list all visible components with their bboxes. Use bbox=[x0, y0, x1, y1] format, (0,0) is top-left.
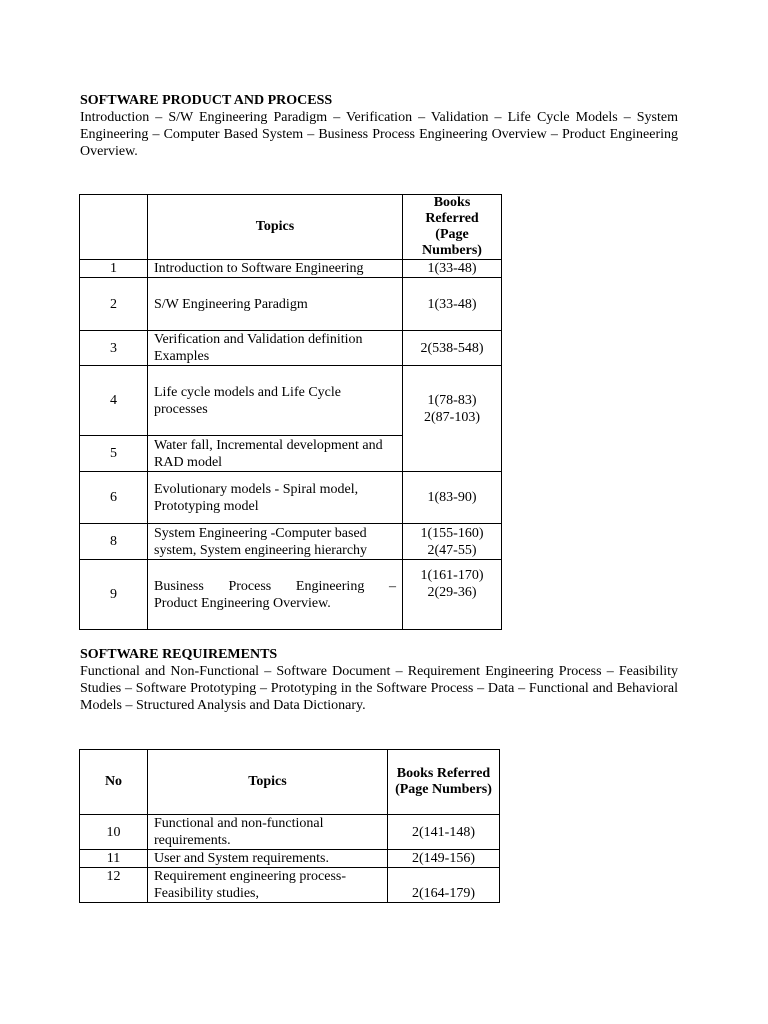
row-number: 5 bbox=[80, 436, 148, 472]
table-row bbox=[80, 278, 502, 331]
row-number: 3 bbox=[80, 331, 148, 366]
header-topics: Topics bbox=[148, 750, 388, 815]
reference-line: 1(78-83) bbox=[427, 393, 477, 408]
syllabus-table-1 bbox=[79, 194, 502, 630]
syllabus-table-2 bbox=[79, 749, 500, 903]
row-topic: S/W Engineering Paradigm bbox=[148, 278, 403, 331]
header-books-referred: Books Referred (Page Numbers) bbox=[388, 750, 500, 815]
row-topic: User and System requirements. bbox=[148, 850, 388, 868]
table-row bbox=[80, 524, 502, 560]
row-reference: 2(538-548) bbox=[403, 331, 502, 366]
row-topic: Requirement engineering process- Feasibility studies, bbox=[148, 868, 388, 903]
reference-line: 2(87-103) bbox=[424, 410, 480, 425]
table-row bbox=[80, 331, 502, 366]
reference-line: 2(29-36) bbox=[427, 585, 477, 600]
section-description: Functional and Non-Functional – Software Document – Requirement Engineering Process – Feasibility Studies – Software Prototyping – Prototyping in the Software Process – Data – Functional and Behavioral Models – Structured Analysis and Data Dictionary. bbox=[80, 664, 678, 713]
section-software-product-and-process bbox=[80, 92, 678, 160]
row-number: 1 bbox=[80, 260, 148, 278]
row-reference: 1(33-48) bbox=[403, 278, 502, 331]
section-heading: SOFTWARE REQUIREMENTS bbox=[80, 647, 278, 662]
row-number: 12 bbox=[80, 868, 148, 903]
topic-line: Business Process Engineering – bbox=[154, 578, 396, 594]
row-number: 9 bbox=[80, 560, 148, 630]
row-number: 10 bbox=[80, 815, 148, 850]
row-number: 2 bbox=[80, 278, 148, 331]
table-row bbox=[80, 850, 500, 868]
reference-line: 2(47-55) bbox=[427, 542, 477, 558]
reference-line: 1(155-160) bbox=[420, 525, 484, 541]
row-number: 11 bbox=[80, 850, 148, 868]
row-topic: Life cycle models and Life Cycle processes bbox=[148, 366, 403, 436]
table-row bbox=[80, 260, 502, 278]
topic-line: Product Engineering Overview. bbox=[154, 595, 331, 611]
row-reference: 2(141-148) bbox=[388, 815, 500, 850]
table-row bbox=[80, 472, 502, 524]
row-topic: Water fall, Incremental development and RAD model bbox=[148, 436, 403, 472]
row-topic bbox=[148, 560, 403, 630]
row-topic: Functional and non-functional requirements. bbox=[148, 815, 388, 850]
row-reference: 1(33-48) bbox=[403, 260, 502, 278]
table-header-row bbox=[80, 750, 500, 815]
header-topics: Topics bbox=[148, 195, 403, 260]
table-row bbox=[80, 868, 500, 903]
header-no bbox=[80, 195, 148, 260]
row-number: 4 bbox=[80, 366, 148, 436]
section-description: Introduction – S/W Engineering Paradigm – Verification – Validation – Life Cycle Models – System Engineering – Computer Based System – Business Process Engineering Overview – Product Engineering Overview. bbox=[80, 110, 678, 159]
header-no: No bbox=[80, 750, 148, 815]
row-reference bbox=[403, 524, 502, 560]
header-books-referred: Books Referred (Page Numbers) bbox=[403, 195, 502, 260]
row-topic: Introduction to Software Engineering bbox=[148, 260, 403, 278]
row-number: 8 bbox=[80, 524, 148, 560]
row-reference: 2(164-179) bbox=[388, 868, 500, 903]
table-row bbox=[80, 815, 500, 850]
row-reference: 2(149-156) bbox=[388, 850, 500, 868]
section-heading: SOFTWARE PRODUCT AND PROCESS bbox=[80, 93, 333, 108]
reference-line: 1(161-170) bbox=[420, 568, 484, 583]
table-row bbox=[80, 366, 502, 436]
row-reference bbox=[403, 366, 502, 472]
table-header-row bbox=[80, 195, 502, 260]
table-row bbox=[80, 560, 502, 630]
section-software-requirements bbox=[80, 646, 678, 714]
row-topic: Verification and Validation definition Examples bbox=[148, 331, 403, 366]
row-number: 6 bbox=[80, 472, 148, 524]
row-reference bbox=[403, 560, 502, 630]
row-topic: System Engineering -Computer based system, System engineering hierarchy bbox=[148, 524, 403, 560]
row-reference: 1(83-90) bbox=[403, 472, 502, 524]
row-topic: Evolutionary models - Spiral model, Prototyping model bbox=[148, 472, 403, 524]
